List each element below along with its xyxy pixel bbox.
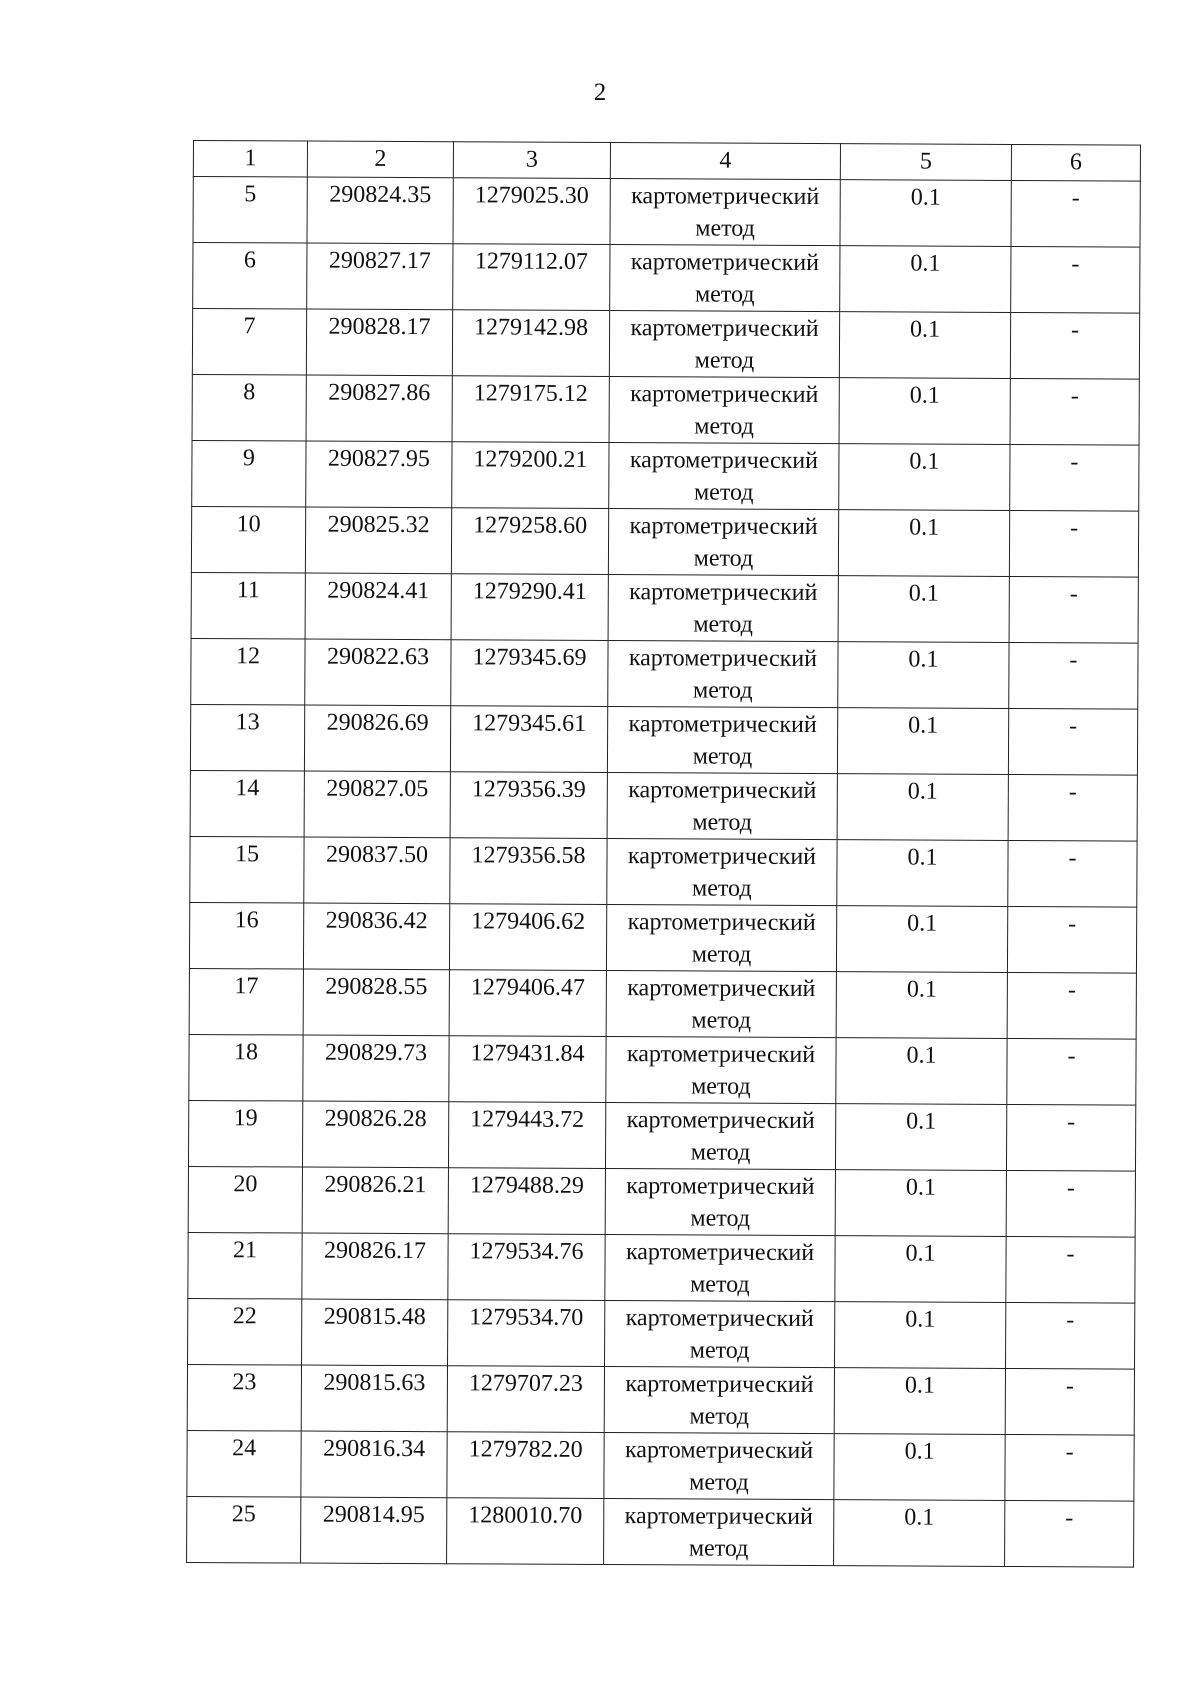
point-number-cell: 9	[192, 440, 306, 507]
table-row	[190, 836, 1137, 907]
point-number-cell: 24	[187, 1430, 301, 1497]
x-coordinate-cell: 290814.95	[301, 1497, 447, 1564]
method-line-2: метод	[689, 1403, 750, 1430]
method-cell	[604, 1367, 834, 1434]
point-number-cell: 14	[190, 770, 304, 837]
table-row	[192, 309, 1139, 380]
column-number-2: 2	[307, 141, 453, 178]
method-line-1: картометрический	[630, 249, 820, 277]
y-coordinate-cell: 1279782.20	[447, 1432, 604, 1499]
accuracy-cell: 0.1	[838, 642, 1009, 709]
y-coordinate-cell: 1279534.76	[448, 1234, 605, 1301]
method-line-2: метод	[694, 347, 755, 374]
method-line-1: картометрический	[625, 1239, 815, 1267]
note-cell: -	[1005, 1500, 1134, 1567]
point-number-cell: 7	[192, 309, 306, 376]
method-line-2: метод	[691, 1007, 752, 1034]
method-line-1: картометрический	[629, 447, 819, 475]
method-line-1: картометрический	[629, 513, 818, 541]
table-row	[190, 770, 1137, 841]
x-coordinate-cell: 290827.95	[306, 441, 452, 508]
method-line-2: метод	[689, 1469, 749, 1496]
y-coordinate-cell: 1279112.07	[453, 244, 610, 311]
point-number-cell: 5	[193, 177, 307, 244]
method-line-1: картометрический	[629, 579, 818, 607]
method-line-1: картометрический	[630, 315, 819, 343]
method-line-1: картометрический	[624, 1503, 813, 1531]
note-cell: -	[1006, 1170, 1135, 1237]
x-coordinate-cell: 290824.35	[307, 177, 453, 244]
x-coordinate-cell: 290837.50	[304, 837, 450, 904]
y-coordinate-cell: 1279345.61	[450, 706, 607, 773]
method-cell	[607, 839, 837, 906]
method-cell	[606, 971, 836, 1038]
method-cell	[608, 641, 838, 708]
point-number-cell: 13	[190, 704, 304, 771]
method-line-1: картометрический	[626, 1107, 815, 1135]
point-number-cell: 23	[187, 1364, 301, 1431]
method-cell	[605, 1169, 835, 1236]
method-line-1: картометрический	[631, 183, 820, 211]
method-line-2: метод	[692, 677, 753, 704]
note-cell: -	[1006, 1302, 1135, 1369]
table-row	[191, 572, 1138, 643]
column-number-4: 4	[610, 143, 840, 180]
method-line-2: метод	[695, 215, 755, 242]
accuracy-cell: 0.1	[838, 510, 1009, 577]
note-cell: -	[1011, 180, 1140, 247]
method-line-2: метод	[690, 1205, 751, 1232]
accuracy-cell: 0.1	[837, 774, 1008, 841]
method-cell	[606, 905, 836, 972]
note-cell: -	[1005, 1368, 1134, 1435]
accuracy-cell: 0.1	[838, 576, 1009, 643]
method-cell	[608, 575, 838, 642]
note-cell: -	[1008, 774, 1137, 841]
point-number-cell: 6	[193, 243, 307, 310]
table-row	[192, 440, 1139, 511]
table-row	[189, 968, 1136, 1039]
method-cell	[609, 311, 839, 378]
note-cell: -	[1008, 708, 1137, 775]
x-coordinate-cell: 290828.55	[303, 969, 449, 1036]
column-number-5: 5	[840, 144, 1011, 181]
method-line-1: картометрический	[627, 909, 816, 937]
point-number-cell: 15	[190, 836, 304, 903]
x-coordinate-cell: 290815.48	[302, 1299, 448, 1366]
y-coordinate-cell: 1279356.39	[450, 772, 607, 839]
x-coordinate-cell: 290836.42	[303, 903, 449, 970]
point-number-cell: 16	[189, 902, 303, 969]
method-line-1: картометрический	[628, 777, 817, 805]
accuracy-cell: 0.1	[835, 1170, 1006, 1237]
coordinates-table	[186, 140, 1141, 1568]
y-coordinate-cell: 1279707.23	[447, 1366, 604, 1433]
method-line-2: метод	[694, 413, 754, 440]
table-row	[189, 1034, 1136, 1105]
x-coordinate-cell: 290827.86	[306, 375, 452, 442]
y-coordinate-cell: 1279025.30	[453, 178, 610, 245]
x-coordinate-cell: 290824.41	[305, 573, 451, 640]
column-number-header-row	[193, 141, 1140, 182]
note-cell: -	[1009, 510, 1138, 577]
table-row	[188, 1166, 1135, 1237]
y-coordinate-cell: 1279488.29	[448, 1168, 605, 1235]
accuracy-cell: 0.1	[837, 840, 1008, 907]
note-cell: -	[1006, 1236, 1135, 1303]
method-cell	[605, 1235, 835, 1302]
note-cell: -	[1007, 1038, 1136, 1105]
accuracy-cell: 0.1	[835, 1302, 1006, 1369]
accuracy-cell: 0.1	[840, 246, 1011, 313]
method-line-1: картометрический	[627, 975, 816, 1003]
y-coordinate-cell: 1279431.84	[449, 1036, 606, 1103]
method-line-2: метод	[694, 281, 755, 308]
method-cell	[609, 443, 839, 510]
method-line-2: метод	[690, 1271, 750, 1298]
x-coordinate-cell: 290827.17	[307, 243, 453, 310]
method-cell	[610, 245, 840, 312]
accuracy-cell: 0.1	[839, 312, 1010, 379]
x-coordinate-cell: 290829.73	[303, 1035, 449, 1102]
method-line-2: метод	[691, 941, 752, 968]
accuracy-cell: 0.1	[834, 1368, 1005, 1435]
x-coordinate-cell: 290826.21	[302, 1167, 448, 1234]
y-coordinate-cell: 1279345.69	[451, 640, 608, 707]
point-number-cell: 12	[191, 638, 305, 705]
table-row	[187, 1430, 1134, 1501]
point-number-cell: 8	[192, 374, 306, 441]
method-line-2: метод	[688, 1535, 749, 1562]
method-line-2: метод	[690, 1139, 751, 1166]
y-coordinate-cell: 1279200.21	[452, 442, 609, 509]
accuracy-cell: 0.1	[837, 708, 1008, 775]
x-coordinate-cell: 290828.17	[306, 309, 452, 376]
accuracy-cell: 0.1	[834, 1434, 1005, 1501]
table-row	[193, 243, 1140, 314]
method-line-1: картометрический	[628, 711, 817, 739]
method-cell	[606, 1037, 836, 1104]
x-coordinate-cell: 290815.63	[301, 1365, 447, 1432]
method-line-1: картометрический	[630, 381, 819, 409]
method-line-2: метод	[691, 1073, 751, 1100]
table-row	[187, 1496, 1134, 1567]
page-number: 2	[593, 79, 607, 106]
point-number-cell: 10	[191, 506, 305, 573]
method-cell	[604, 1499, 834, 1566]
x-coordinate-cell: 290827.05	[304, 771, 450, 838]
accuracy-cell: 0.1	[836, 906, 1007, 973]
note-cell: -	[1007, 906, 1136, 973]
y-coordinate-cell: 1279406.47	[449, 970, 606, 1037]
note-cell: -	[1009, 642, 1138, 709]
point-number-cell: 25	[187, 1496, 301, 1563]
method-cell	[605, 1301, 835, 1368]
method-line-2: метод	[692, 743, 753, 770]
table-row	[192, 374, 1139, 445]
method-line-2: метод	[692, 809, 752, 836]
table-row	[193, 177, 1140, 248]
table-row	[191, 506, 1138, 577]
method-line-2: метод	[693, 479, 754, 506]
note-cell: -	[1010, 312, 1139, 379]
x-coordinate-cell: 290822.63	[305, 639, 451, 706]
table-row	[188, 1232, 1135, 1303]
y-coordinate-cell: 1279142.98	[452, 310, 609, 377]
y-coordinate-cell: 1279534.70	[448, 1300, 605, 1367]
method-cell	[604, 1433, 834, 1500]
method-cell	[608, 509, 838, 576]
note-cell: -	[1009, 576, 1138, 643]
note-cell: -	[1008, 840, 1137, 907]
y-coordinate-cell: 1279175.12	[452, 376, 609, 443]
x-coordinate-cell: 290816.34	[301, 1431, 447, 1498]
note-cell: -	[1010, 378, 1139, 445]
y-coordinate-cell: 1279290.41	[451, 574, 608, 641]
method-cell	[605, 1103, 835, 1170]
x-coordinate-cell: 290826.69	[304, 705, 450, 772]
accuracy-cell: 0.1	[834, 1500, 1005, 1567]
y-coordinate-cell: 1280010.70	[447, 1498, 604, 1565]
x-coordinate-cell: 290826.17	[302, 1233, 448, 1300]
table-row	[190, 704, 1137, 775]
note-cell: -	[1010, 444, 1139, 511]
method-line-2: метод	[689, 1337, 750, 1364]
method-line-1: картометрический	[625, 1371, 814, 1399]
accuracy-cell: 0.1	[835, 1104, 1006, 1171]
accuracy-cell: 0.1	[839, 444, 1010, 511]
point-number-cell: 11	[191, 572, 305, 639]
column-number-3: 3	[453, 142, 610, 179]
column-number-1: 1	[193, 141, 307, 178]
column-number-6: 6	[1011, 144, 1140, 181]
accuracy-cell: 0.1	[835, 1236, 1006, 1303]
method-cell	[609, 377, 839, 444]
method-line-2: метод	[692, 875, 752, 902]
point-number-cell: 21	[188, 1232, 302, 1299]
table-row	[187, 1364, 1134, 1435]
table-row	[191, 638, 1138, 709]
method-line-1: картометрический	[628, 645, 818, 673]
note-cell: -	[1005, 1434, 1134, 1501]
method-line-2: метод	[693, 611, 753, 638]
y-coordinate-cell: 1279406.62	[449, 904, 606, 971]
accuracy-cell: 0.1	[836, 972, 1007, 1039]
x-coordinate-cell: 290825.32	[305, 507, 451, 574]
x-coordinate-cell: 290826.28	[302, 1101, 448, 1168]
accuracy-cell: 0.1	[840, 180, 1011, 247]
method-line-1: картометрический	[626, 1173, 815, 1201]
method-cell	[607, 707, 837, 774]
point-number-cell: 17	[189, 968, 303, 1035]
table-row	[188, 1298, 1135, 1369]
point-number-cell: 20	[188, 1166, 302, 1233]
method-cell	[607, 773, 837, 840]
note-cell: -	[1007, 972, 1136, 1039]
method-line-1: картометрический	[624, 1437, 814, 1465]
y-coordinate-cell: 1279258.60	[451, 508, 608, 575]
coordinates-table-body	[187, 141, 1141, 1568]
table-row	[188, 1100, 1135, 1171]
method-line-1: картометрический	[626, 1041, 816, 1069]
y-coordinate-cell: 1279443.72	[448, 1102, 605, 1169]
accuracy-cell: 0.1	[836, 1038, 1007, 1105]
y-coordinate-cell: 1279356.58	[450, 838, 607, 905]
table-row	[189, 902, 1136, 973]
method-cell	[610, 179, 840, 246]
accuracy-cell: 0.1	[839, 378, 1010, 445]
method-line-1: картометрический	[627, 843, 817, 871]
method-line-1: картометрический	[625, 1305, 814, 1333]
note-cell: -	[1006, 1104, 1135, 1171]
point-number-cell: 22	[188, 1298, 302, 1365]
note-cell: -	[1011, 246, 1140, 313]
point-number-cell: 18	[189, 1034, 303, 1101]
point-number-cell: 19	[188, 1100, 302, 1167]
method-line-2: метод	[693, 545, 754, 572]
